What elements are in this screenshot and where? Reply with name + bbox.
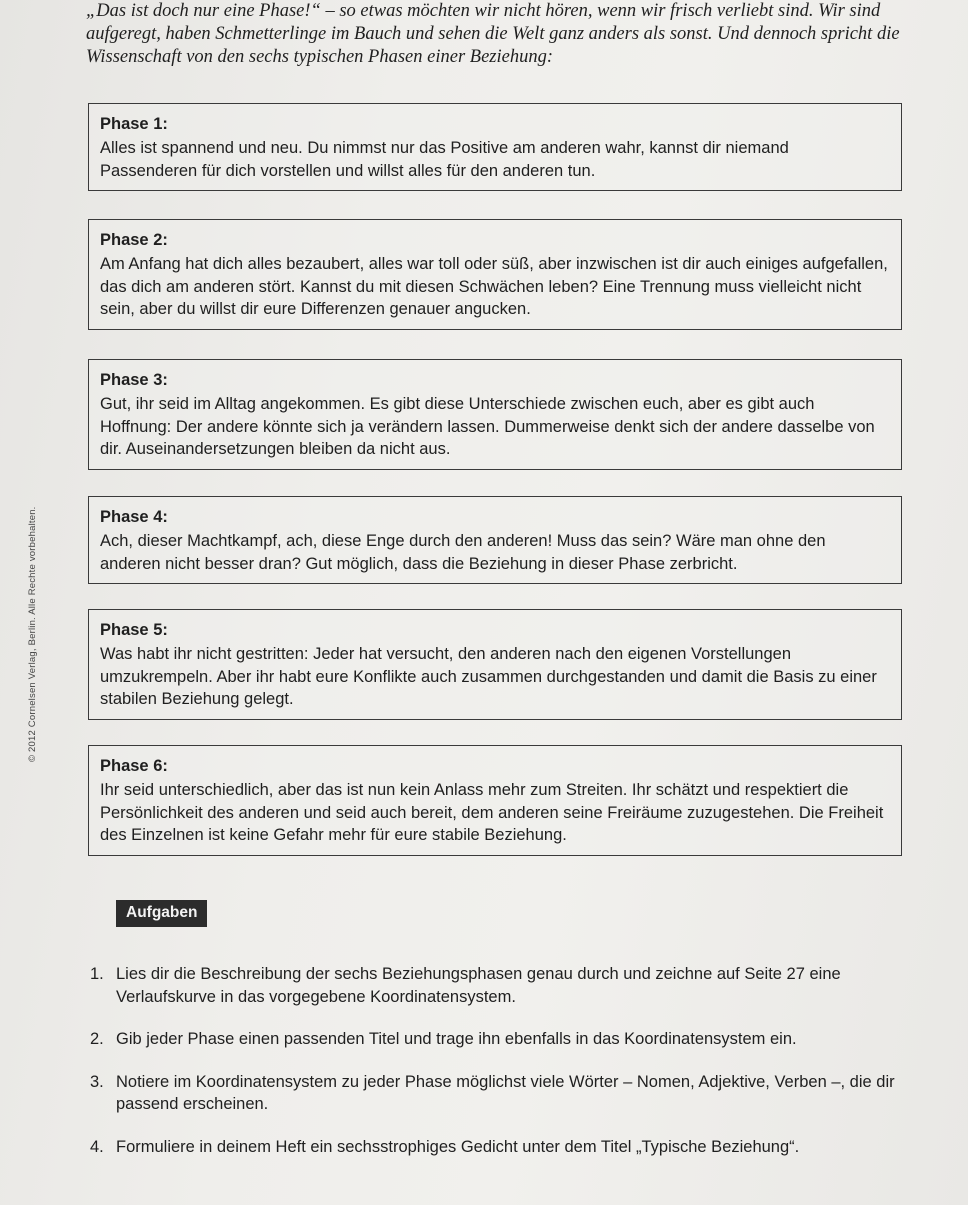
- phase-description: Alles ist spannend und neu. Du nimmst nur das Positive am anderen wahr, kannst dir niemand Passenderen für dich vorstellen und willst alles für den anderen tun.: [100, 139, 789, 180]
- phase-box-2: [88, 219, 902, 330]
- phase-title: Phase 5:: [100, 621, 168, 639]
- aufgaben-heading: Aufgaben: [116, 900, 207, 927]
- phase-description: Ach, dieser Machtkampf, ach, diese Enge durch den anderen! Muss das sein? Wäre man ohne den anderen nicht besser dran? Gut möglich, dass die Beziehung in dieser Phase zerbricht.: [100, 532, 826, 573]
- task-text: Notiere im Koordinatensystem zu jeder Phase möglichst viele Wörter – Nomen, Adjektive, Verben –, die dir passend erscheinen.: [116, 1072, 895, 1113]
- phase-box-5: [88, 609, 902, 720]
- phase-box-4: [88, 496, 902, 584]
- phase-title: Phase 1:: [100, 115, 168, 133]
- task-number: 1.: [90, 965, 104, 983]
- phase-box-1: [88, 103, 902, 191]
- task-item-4: [88, 1136, 908, 1159]
- task-text: Lies dir die Beschreibung der sechs Beziehungsphasen genau durch und zeichne auf Seite 27 eine Verlaufskurve in das vorgegebene Koordinatensystem.: [116, 965, 841, 1006]
- phase-box-6: [88, 745, 902, 856]
- task-item-2: [88, 1028, 908, 1051]
- task-item-3: [88, 1071, 908, 1116]
- task-item-1: [88, 963, 908, 1008]
- task-text: Gib jeder Phase einen passenden Titel und trage ihn ebenfalls in das Koordinatensystem ein.: [116, 1030, 797, 1048]
- copyright-notice: © 2012 Cornelsen Verlag, Berlin. Alle Rechte vorbehalten.: [27, 506, 38, 762]
- task-number: 3.: [90, 1072, 104, 1091]
- intro-paragraph: „Das ist doch nur eine Phase!“ – so etwas möchten wir nicht hören, wenn wir frisch verliebt sind. Wir sind aufgeregt, haben Schmetterlinge im Bauch und sehen die Welt ganz anders als sonst. Und dennoch spricht die Wissenschaft von den sechs typischen Phasen einer Beziehung:: [86, 1, 900, 67]
- phase-title: Phase 6:: [100, 757, 168, 775]
- task-number: 4.: [90, 1137, 104, 1156]
- phase-description: Ihr seid unterschiedlich, aber das ist nun kein Anlass mehr zum Streiten. Ihr schätzt und respektiert die Persönlichkeit des anderen und seid auch bereit, dem anderen seine Freiräume zuzugestehen. Die Freiheit des Einzelnen ist keine Gefahr mehr für eure stabile Beziehung.: [100, 781, 884, 844]
- phase-title: Phase 2:: [100, 231, 168, 249]
- phase-description: Am Anfang hat dich alles bezaubert, alles war toll oder süß, aber inzwischen ist dir auch einiges aufgefallen, das dich am anderen stört. Kannst du mit diesen Schwächen leben? Eine Trennung muss vielleicht nicht sein, aber du willst dir eure Differenzen genauer angucken.: [100, 255, 888, 318]
- task-number: 2.: [90, 1030, 104, 1048]
- task-text: Formuliere in deinem Heft ein sechsstrophiges Gedicht unter dem Titel „Typische Beziehung“.: [116, 1137, 800, 1156]
- task-list: [88, 963, 908, 1178]
- phase-box-3: [88, 359, 902, 470]
- phase-description: Gut, ihr seid im Alltag angekommen. Es gibt diese Unterschiede zwischen euch, aber es gibt auch Hoffnung: Der andere könnte sich ja verändern lassen. Dummerweise denkt sich der andere dasselbe von dir. Auseinandersetzungen bleiben da nicht aus.: [100, 395, 875, 458]
- phase-title: Phase 3:: [100, 371, 168, 389]
- phase-title: Phase 4:: [100, 508, 168, 526]
- phase-description: Was habt ihr nicht gestritten: Jeder hat versucht, den anderen nach den eigenen Vorstellungen umzukrempeln. Aber ihr habt eure Konflikte auch zusammen durchgestanden und damit die Basis zu einer stabilen Beziehung gelegt.: [100, 645, 877, 708]
